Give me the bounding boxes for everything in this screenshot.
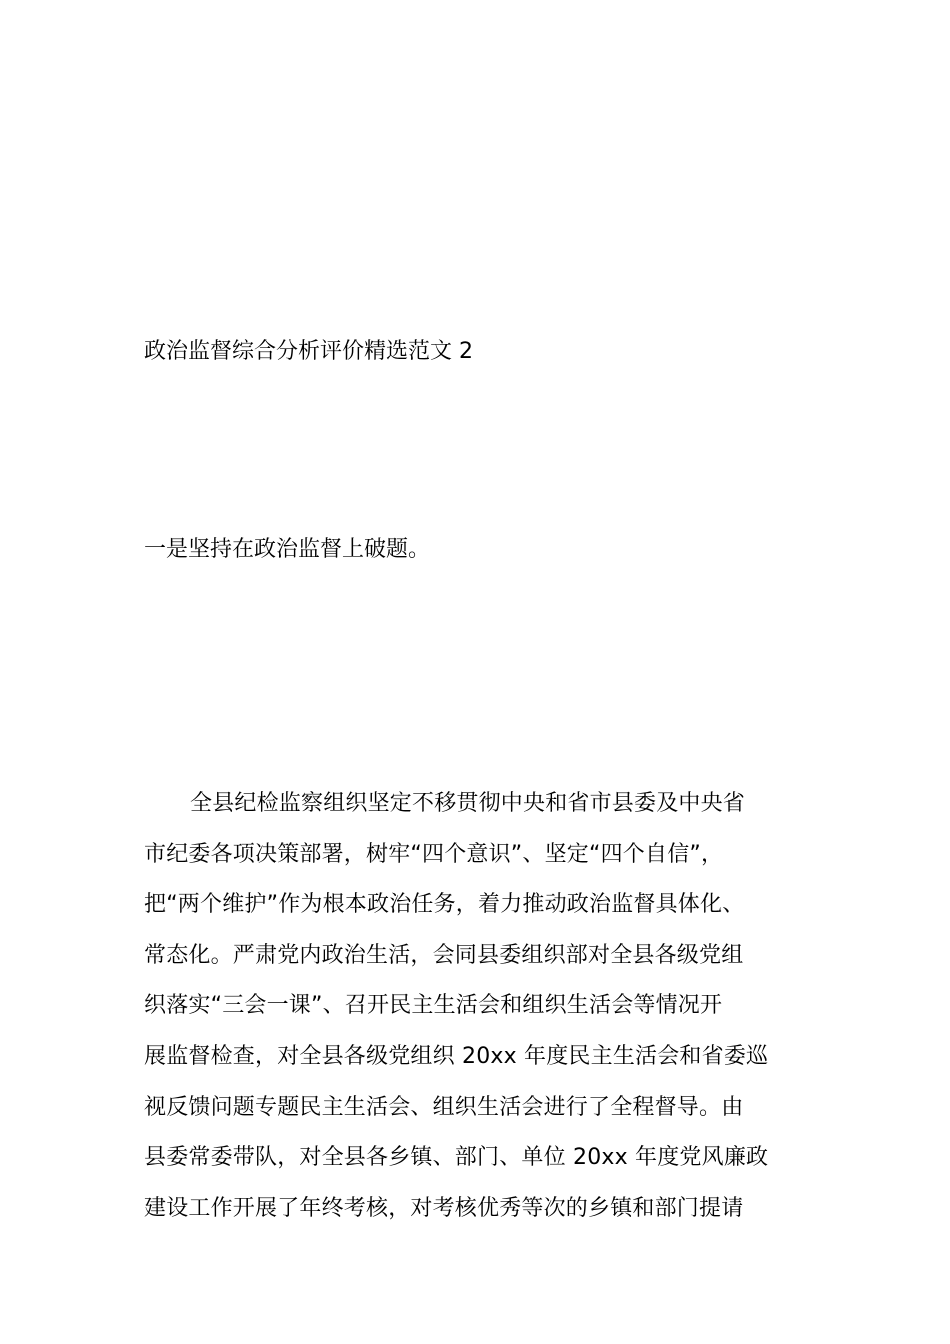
paragraph-line: 展监督检查，对全县各级党组织 20xx 年度民主生活会和省委巡 bbox=[144, 1043, 769, 1069]
paragraph-line: 把“两个维护”作为根本政治任务，着力推动政治监督具体化、 bbox=[144, 892, 745, 918]
paragraph-line: 织落实“三会一课”、召开民主生活会和组织生活会等情况开 bbox=[144, 993, 723, 1019]
paragraph-line: 市纪委各项决策部署，树牢“四个意识”、坚定“四个自信”， bbox=[144, 841, 724, 867]
body-paragraph bbox=[144, 779, 824, 1234]
paragraph-line: 全县纪检监察组织坚定不移贯彻中央和省市县委及中央省 bbox=[190, 791, 746, 816]
document-title: 政治监督综合分析评价精选范文 2 bbox=[144, 339, 473, 364]
section-heading: 一是坚持在政治监督上破题。 bbox=[144, 537, 431, 562]
paragraph-line: 常态化。严肃党内政治生活，会同县委组织部对全县各级党组 bbox=[144, 942, 744, 968]
paragraph-line: 建设工作开展了年终考核，对考核优秀等次的乡镇和部门提请 bbox=[144, 1195, 744, 1221]
paragraph-line: 县委常委带队，对全县各乡镇、部门、单位 20xx 年度党风廉政 bbox=[144, 1145, 769, 1171]
paragraph-line: 视反馈问题专题民主生活会、组织生活会进行了全程督导。由 bbox=[144, 1094, 744, 1120]
